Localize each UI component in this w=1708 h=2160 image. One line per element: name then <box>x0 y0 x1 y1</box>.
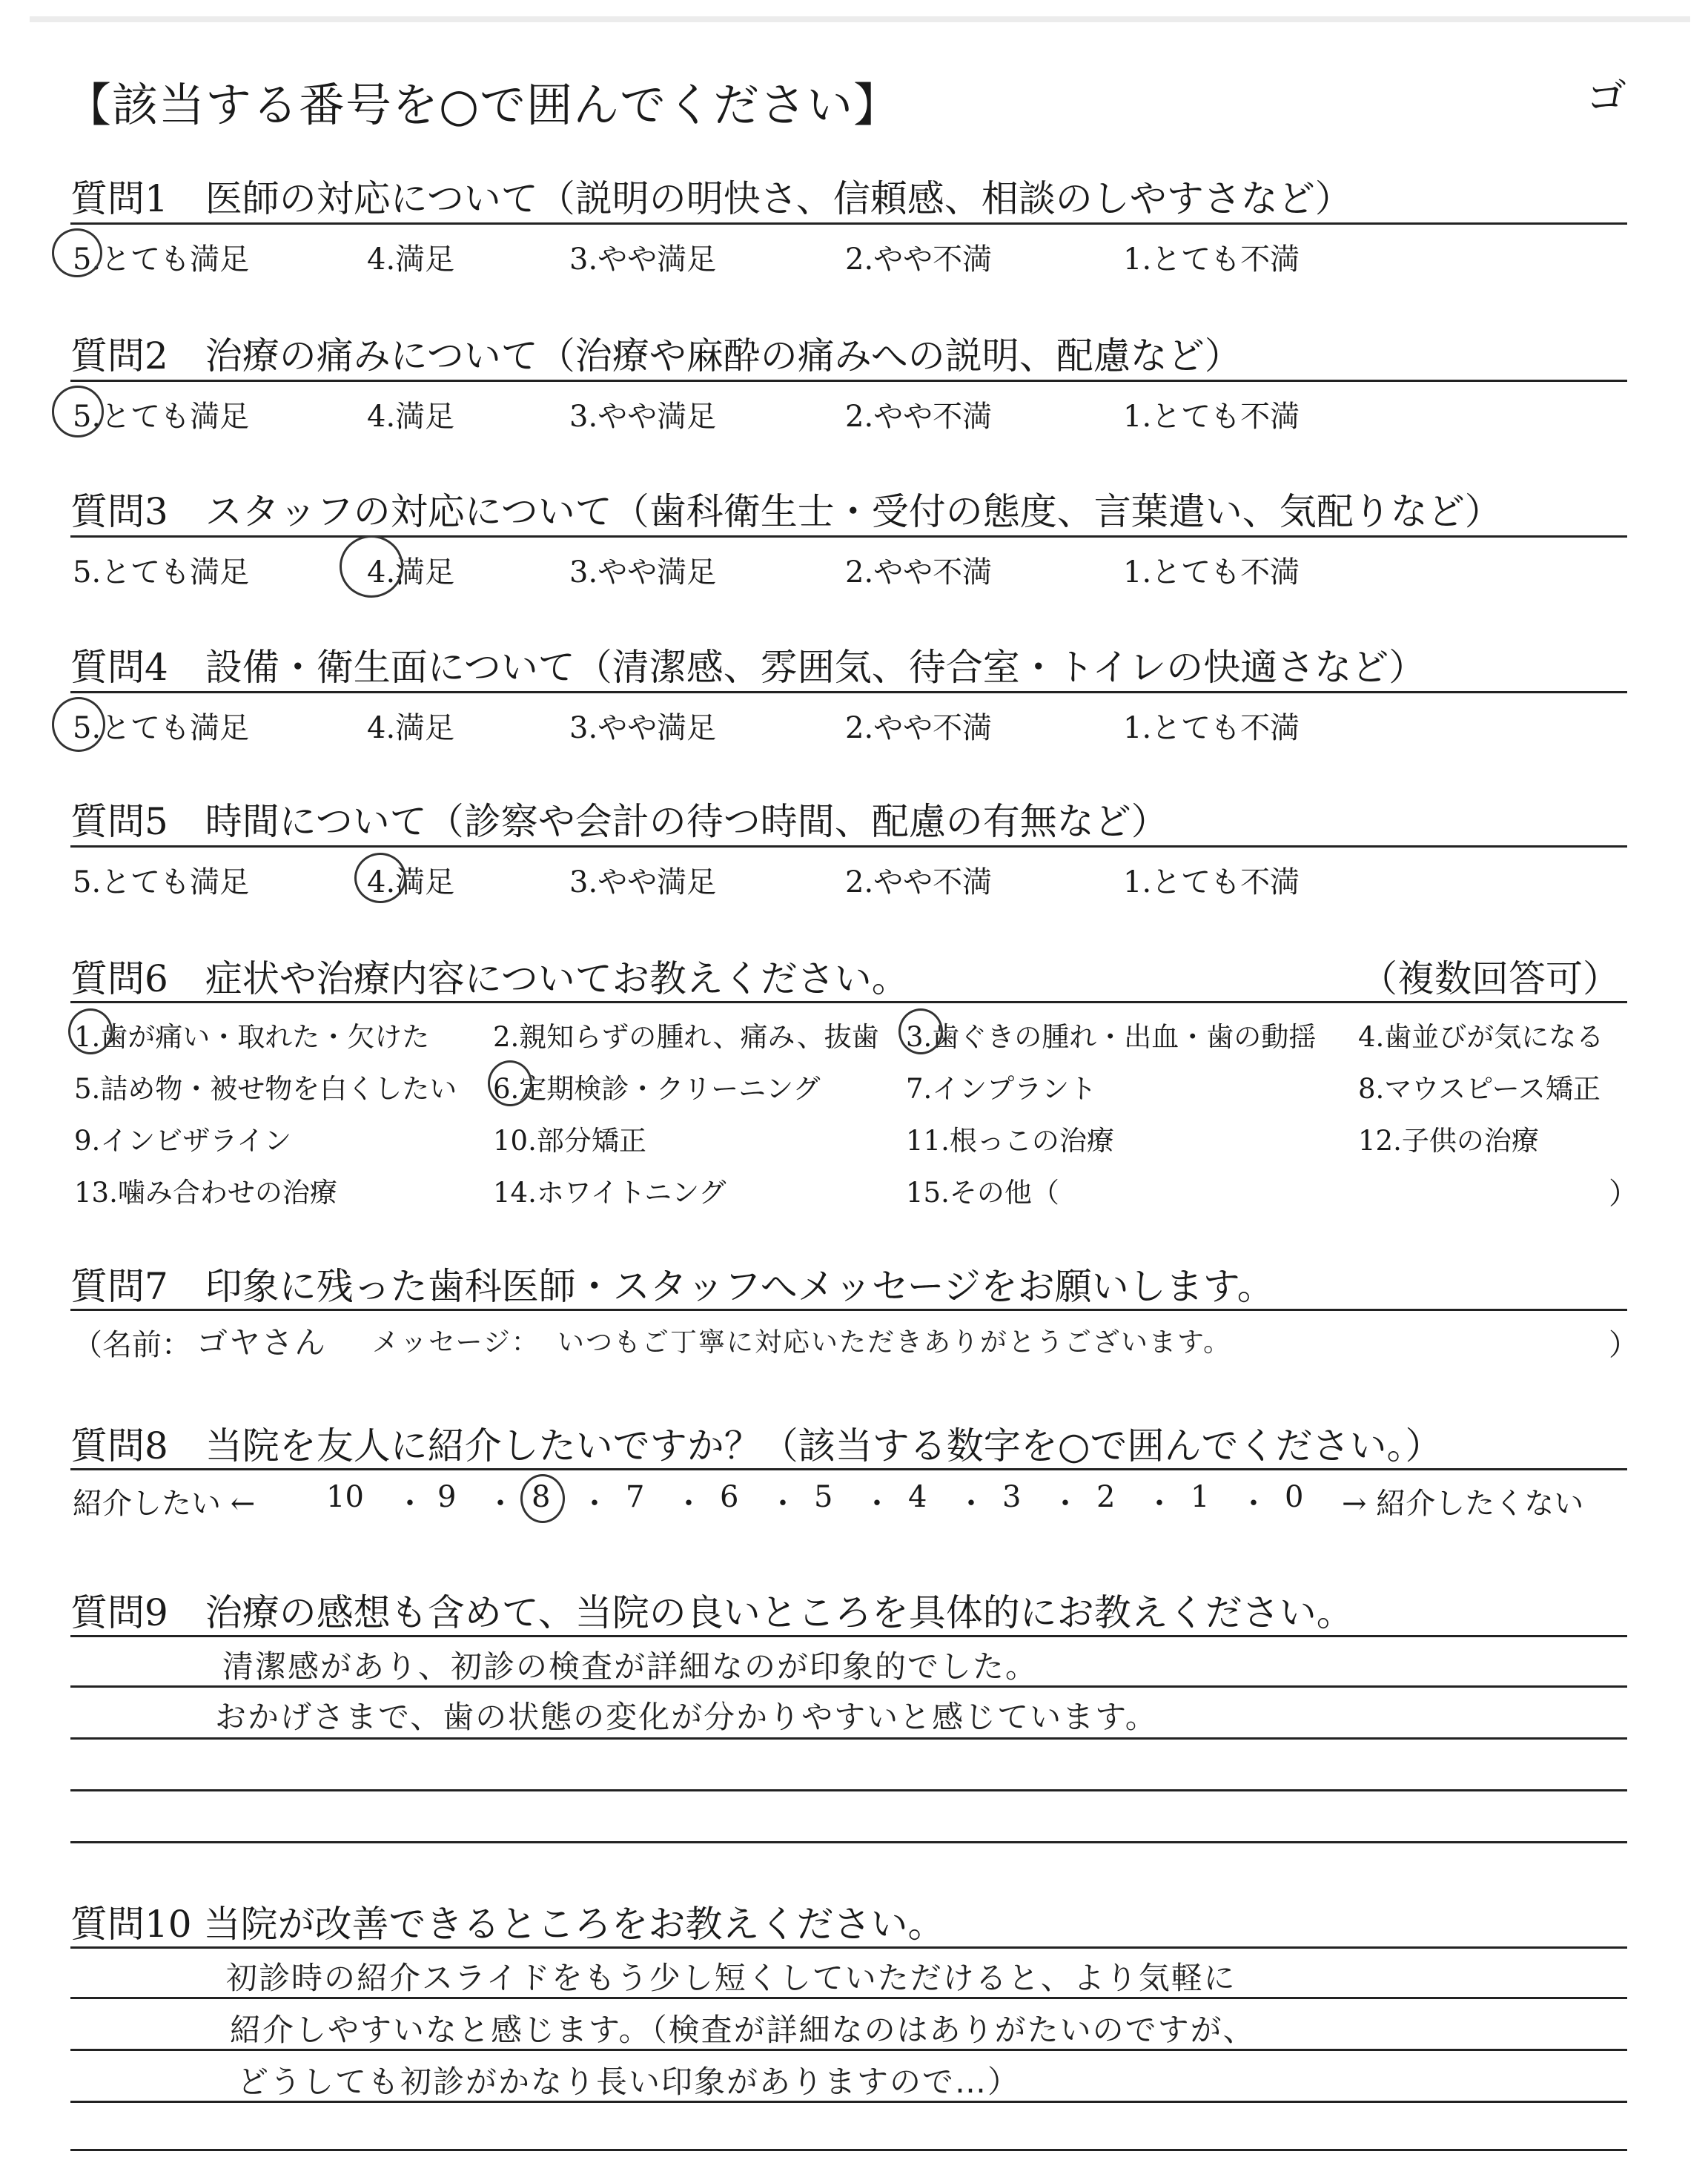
symptom-option-3[interactable]: 3.歯ぐきの腫れ・出血・歯の動揺 <box>906 1021 1317 1053</box>
symptom-option-10[interactable]: 10.部分矯正 <box>493 1125 646 1157</box>
option-3[interactable]: 3.やや満足 <box>569 242 717 277</box>
selection-circle <box>898 1008 943 1054</box>
selection-circle <box>52 697 105 752</box>
symptom-option-13[interactable]: 13.噛み合わせの治療 <box>74 1177 337 1209</box>
selection-circle <box>488 1060 532 1106</box>
symptom-option-7[interactable]: 7.インプラント <box>906 1073 1097 1105</box>
separator-dot: ・ <box>486 1487 515 1521</box>
separator-dot: ・ <box>768 1487 798 1521</box>
message-label: メッセージ： <box>372 1327 540 1358</box>
symptom-option-2[interactable]: 2.親知らずの腫れ、痛み、抜歯 <box>493 1021 879 1053</box>
divider <box>70 380 1627 382</box>
scale-3[interactable]: 3 <box>1002 1480 1022 1514</box>
symptom-option-14[interactable]: 14.ホワイトニング <box>493 1177 726 1209</box>
option-5[interactable]: 5.とても満足 <box>73 555 250 589</box>
question-title: 質問8 当院を友人に紹介したいですか？（該当する数字を○で囲んでください。） <box>70 1424 1443 1467</box>
option-4[interactable]: 4.満足 <box>367 400 455 434</box>
scale-0[interactable]: 0 <box>1285 1480 1304 1514</box>
option-4[interactable]: 4.満足 <box>367 865 455 899</box>
option-3[interactable]: 3.やや満足 <box>569 555 717 589</box>
not-recommend-label: → 紹介したくない <box>1342 1487 1584 1521</box>
option-4[interactable]: 4.満足 <box>367 242 455 277</box>
option-1[interactable]: 1.とても不満 <box>1123 555 1300 589</box>
option-5[interactable]: 5.とても満足 <box>73 865 250 899</box>
separator-dot: ・ <box>395 1487 425 1521</box>
corner-handwritten-mark: ゴ <box>1586 73 1626 120</box>
question-title: 質問10 当院が改善できるところをお教えください。 <box>70 1903 945 1946</box>
divider <box>70 222 1627 225</box>
answer-line <box>70 1685 1627 1688</box>
scale-1[interactable]: 1 <box>1191 1480 1210 1514</box>
option-5[interactable]: 5.とても満足 <box>73 400 250 434</box>
symptom-option-6[interactable]: 6.定期検診・クリーニング <box>493 1073 821 1105</box>
scale-9[interactable]: 9 <box>437 1480 457 1514</box>
answer-line <box>70 1997 1627 1999</box>
scale-8[interactable]: 8 <box>532 1480 551 1514</box>
question-title: 質問5 時間について（診察や会計の待つ時間、配慮の有無など） <box>70 800 1168 843</box>
handwritten-message[interactable]: いつもご丁寧に対応いただきありがとうございます。 <box>557 1327 1232 1358</box>
separator-dot: ・ <box>580 1487 609 1521</box>
divider <box>70 535 1627 538</box>
selection-circle <box>520 1474 565 1523</box>
symptom-option-15[interactable]: 15.その他（ <box>906 1177 1059 1209</box>
handwritten-answer-line[interactable]: おかげさまで、歯の状態の変化が分かりやすいと感じています。 <box>215 1699 1158 1735</box>
symptom-option-9[interactable]: 9.インビザライン <box>74 1125 292 1157</box>
scan-edge <box>30 16 1690 22</box>
name-label: （名前： <box>73 1328 191 1362</box>
handwritten-answer-line[interactable]: 清潔感があり、初診の検査が詳細なのが印象的でした。 <box>222 1648 1039 1685</box>
option-2[interactable]: 2.やや不満 <box>845 555 993 589</box>
separator-dot: ・ <box>674 1487 704 1521</box>
question-title: 質問6 症状や治療内容についてお教えください。 <box>70 957 909 1000</box>
scale-6[interactable]: 6 <box>720 1480 739 1514</box>
question-title: 質問9 治療の感想も含めて、当院の良いところを具体的にお教えください。 <box>70 1591 1354 1634</box>
divider <box>70 1468 1627 1470</box>
option-3[interactable]: 3.やや満足 <box>569 400 717 434</box>
question-title: 質問7 印象に残った歯科医師・スタッフへメッセージをお願いします。 <box>70 1265 1274 1308</box>
symptom-option-8[interactable]: 8.マウスピース矯正 <box>1358 1073 1601 1105</box>
symptom-option-11[interactable]: 11.根っこの治療 <box>906 1125 1114 1157</box>
option-2[interactable]: 2.やや不満 <box>845 242 993 277</box>
answer-line <box>70 2049 1627 2051</box>
separator-dot: ・ <box>1050 1487 1080 1521</box>
option-4[interactable]: 4.満足 <box>367 555 455 589</box>
option-1[interactable]: 1.とても不満 <box>1123 242 1300 277</box>
symptom-option-4[interactable]: 4.歯並びが気になる <box>1358 1021 1604 1053</box>
option-5[interactable]: 5.とても満足 <box>73 711 250 745</box>
scale-10[interactable]: 10 <box>326 1480 364 1514</box>
answer-line <box>70 2101 1627 2103</box>
scale-7[interactable]: 7 <box>626 1480 645 1514</box>
question-title: 質問4 設備・衛生面について（清潔感、雰囲気、待合室・トイレの快適さなど） <box>70 646 1426 689</box>
option-2[interactable]: 2.やや不満 <box>845 711 993 745</box>
divider <box>70 845 1627 848</box>
handwritten-answer-line[interactable]: どうしても初診がかなり長い印象がありますので…） <box>237 2064 1021 2100</box>
recommend-label: 紹介したい ← <box>73 1487 256 1521</box>
close-paren: ） <box>1609 1328 1638 1362</box>
answer-line <box>70 1737 1627 1740</box>
multiple-answer-note: （複数回答可） <box>1360 957 1620 1000</box>
question-title: 質問1 医師の対応について（説明の明快さ、信頼感、相談のしやすさなど） <box>70 177 1352 220</box>
divider <box>70 1309 1627 1311</box>
selection-circle <box>340 535 403 598</box>
option-4[interactable]: 4.満足 <box>367 711 455 745</box>
divider <box>70 1946 1627 1949</box>
handwritten-name[interactable]: ゴヤさん <box>196 1324 328 1361</box>
handwritten-answer-line[interactable]: 初診時の紹介スライドをもう少し短くしていただけると、より気軽に <box>226 1960 1237 1996</box>
option-1[interactable]: 1.とても不満 <box>1123 865 1300 899</box>
selection-circle <box>354 853 406 903</box>
selection-circle <box>68 1008 113 1054</box>
answer-line <box>70 1841 1627 1843</box>
question-title: 質問3 スタッフの対応について（歯科衛生士・受付の態度、言葉遣い、気配りなど） <box>70 490 1502 533</box>
scale-5[interactable]: 5 <box>814 1480 833 1514</box>
separator-dot: ・ <box>1145 1487 1174 1521</box>
scale-4[interactable]: 4 <box>908 1480 927 1514</box>
question-title: 質問2 治療の痛みについて（治療や麻酔の痛みへの説明、配慮など） <box>70 334 1242 377</box>
option-1[interactable]: 1.とても不満 <box>1123 711 1300 745</box>
symptom-option-12[interactable]: 12.子供の治療 <box>1358 1125 1539 1157</box>
symptom-option-5[interactable]: 5.詰め物・被せ物を白くしたい <box>74 1073 457 1105</box>
separator-dot: ・ <box>956 1487 986 1521</box>
handwritten-answer-line[interactable]: 紹介しやすいなと感じます。（検査が詳細なのはありがたいのですが、 <box>230 2012 1256 2048</box>
option-1[interactable]: 1.とても不満 <box>1123 400 1300 434</box>
form-instruction: 【該当する番号を○で囲んでください】 <box>65 78 901 132</box>
option-3[interactable]: 3.やや満足 <box>569 865 717 899</box>
selection-circle <box>52 386 104 437</box>
divider <box>70 691 1627 693</box>
symptom-option-1[interactable]: 1.歯が痛い・取れた・欠けた <box>74 1021 430 1053</box>
close-paren: ） <box>1609 1177 1638 1211</box>
separator-dot: ・ <box>1239 1487 1268 1521</box>
option-2[interactable]: 2.やや不満 <box>845 400 993 434</box>
selection-circle <box>52 228 102 277</box>
answer-line <box>70 2149 1627 2151</box>
scale-2[interactable]: 2 <box>1096 1480 1116 1514</box>
separator-dot: ・ <box>862 1487 892 1521</box>
option-2[interactable]: 2.やや不満 <box>845 865 993 899</box>
option-3[interactable]: 3.やや満足 <box>569 711 717 745</box>
answer-line <box>70 1789 1627 1791</box>
divider <box>70 1635 1627 1637</box>
option-5[interactable]: 5.とても満足 <box>73 242 250 277</box>
divider <box>70 1001 1627 1003</box>
